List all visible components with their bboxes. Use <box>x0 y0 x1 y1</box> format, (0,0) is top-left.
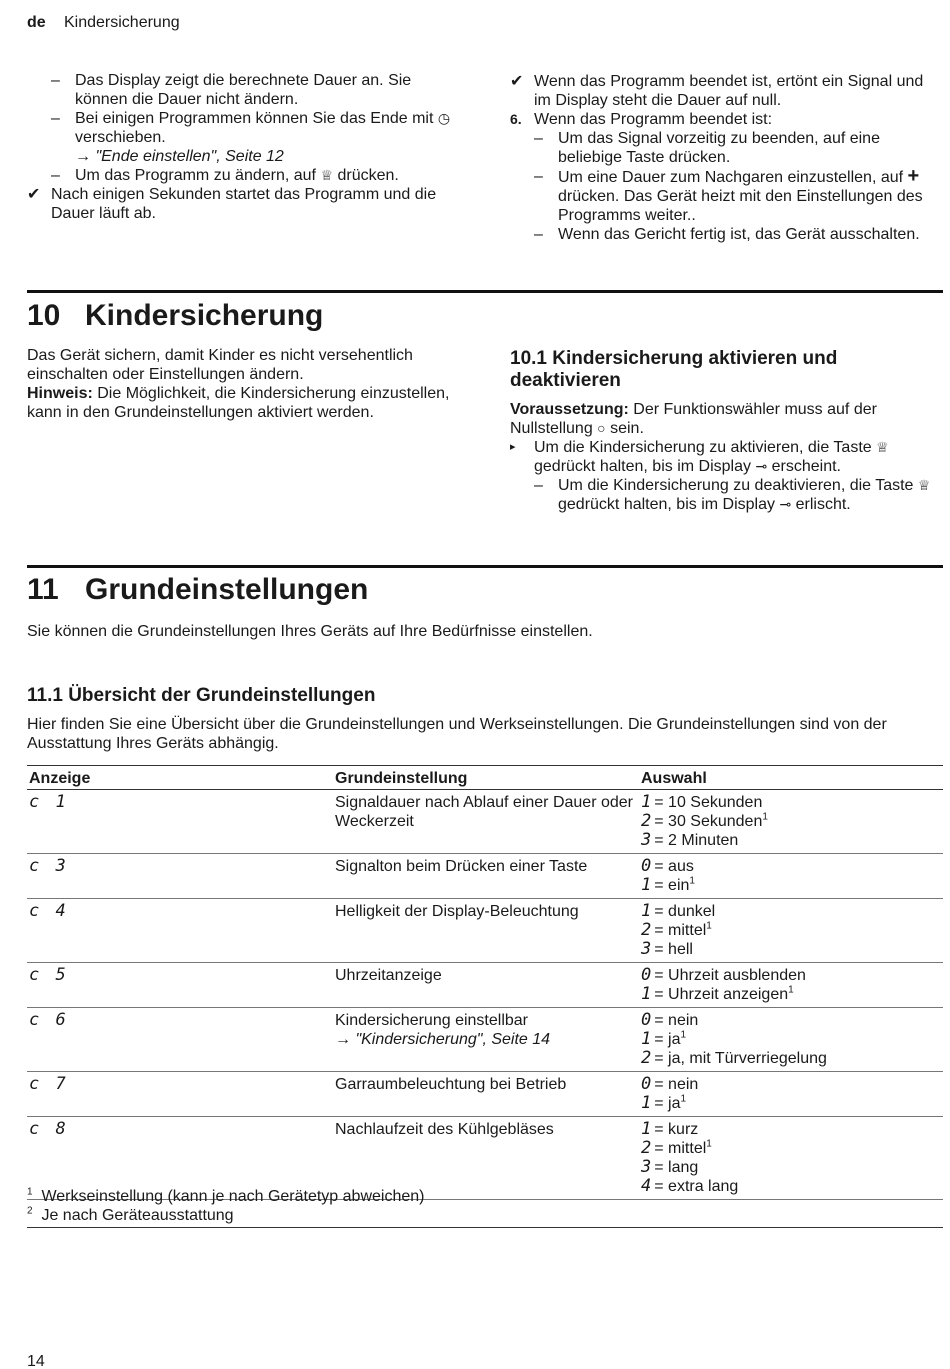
option-line <box>641 1120 943 1139</box>
requirement-text: sein. <box>610 420 644 437</box>
options-cell <box>639 790 943 854</box>
option-key: 2 <box>641 811 652 831</box>
plus-icon: + <box>907 165 920 187</box>
check-icon: ✔ <box>27 186 41 203</box>
section-10-1 <box>510 348 940 514</box>
display-code-cell <box>27 963 333 1008</box>
step-text: Um die Kindersicherung zu deaktivieren, die Taste <box>558 477 914 494</box>
footnote-ref: 1 <box>689 875 695 887</box>
subsection-heading: 11.1 Übersicht der Grundeinstellungen <box>27 685 376 706</box>
option-value: = nein <box>654 1012 699 1029</box>
setting-cell <box>333 963 639 1008</box>
list-item-text: Wenn das Gericht fertig ist, das Gerät ausschalten. <box>558 226 920 243</box>
display-code: c 3 <box>29 856 69 876</box>
option-value: = mittel <box>654 922 707 939</box>
option-line <box>641 985 943 1004</box>
setting-cell <box>333 790 639 854</box>
setting-text: Signalton beim Drücken einer Taste <box>335 858 588 875</box>
section-11-heading <box>27 573 368 607</box>
option-key: 3 <box>641 939 652 959</box>
footnote <box>27 1206 234 1225</box>
option-value: = extra lang <box>654 1178 739 1195</box>
option-key: 1 <box>641 901 652 921</box>
page-number: 14 <box>27 1353 45 1369</box>
display-code: c 7 <box>29 1074 69 1094</box>
step <box>510 438 940 476</box>
option-key: 0 <box>641 1074 652 1094</box>
list-item <box>51 109 457 166</box>
options-cell <box>639 1117 943 1200</box>
option-value: = dunkel <box>654 903 716 920</box>
table-row <box>27 1008 943 1072</box>
table-row <box>27 899 943 963</box>
options-cell <box>639 899 943 963</box>
setting-cell <box>333 854 639 899</box>
clock-icon: ◷ <box>437 110 451 126</box>
option-line <box>641 1011 943 1030</box>
display-code: c 5 <box>29 965 69 985</box>
option-value: = 30 Sekunden <box>654 813 763 830</box>
list-item-text: Wenn das Programm beendet ist, ertönt ein Signal und im Display steht die Dauer auf null. <box>534 73 924 109</box>
table-header-row <box>27 766 943 790</box>
step <box>534 476 940 514</box>
setting-cell <box>333 899 639 963</box>
option-line <box>641 831 943 850</box>
note-text: Die Möglichkeit, die Kindersicherung einzustellen, kann in den Grundeinstellungen aktiviert werden. <box>27 385 450 421</box>
list-item-text: Nach einigen Sekunden startet das Programm und die Dauer läuft ab. <box>51 186 437 222</box>
section-title: Grundeinstellungen <box>85 573 369 606</box>
list-item <box>510 110 940 129</box>
option-value: = mittel <box>654 1140 707 1157</box>
key-icon: ⊸ <box>779 496 792 512</box>
header-title: Kindersicherung <box>64 14 180 31</box>
subsection-heading: 10.1 Kindersicherung aktivieren und deaktivieren <box>510 348 838 391</box>
paragraph: Das Gerät sichern, damit Kinder es nicht versehentlich einschalten oder Einstellungen ändern. <box>27 347 413 383</box>
option-key: 2 <box>641 920 652 940</box>
table-row <box>27 790 943 854</box>
footnote-text: Je nach Geräteausstattung <box>41 1207 234 1224</box>
list-item <box>534 167 940 225</box>
display-code: c 4 <box>29 901 69 921</box>
settings-table <box>27 765 943 1200</box>
option-key: 2 <box>641 1138 652 1158</box>
dash-marker: – <box>534 168 543 185</box>
list-item <box>27 185 457 223</box>
section-rule <box>27 565 943 568</box>
display-code: c 1 <box>29 792 69 812</box>
option-key: 4 <box>641 1176 652 1196</box>
option-line <box>641 1158 943 1177</box>
footnote-ref: 1 <box>706 1138 712 1150</box>
arrow-icon: → <box>75 148 91 165</box>
dash-marker: – <box>534 477 543 494</box>
list-item-text: Um das Programm zu ändern, auf <box>75 167 316 184</box>
list-item <box>51 71 457 109</box>
list-item-text: drücken. <box>337 167 399 184</box>
option-key: 3 <box>641 830 652 850</box>
check-icon: ✔ <box>510 73 524 90</box>
option-line <box>641 1075 943 1094</box>
paragraph: Hier finden Sie eine Übersicht über die Grundeinstellungen und Werkseinstellungen. Die Grundeinstellungen sind von der Ausstattung Ihres Geräts abhängig. <box>27 716 887 752</box>
requirement <box>510 400 940 438</box>
intro-right <box>510 72 940 244</box>
list-item <box>534 129 940 167</box>
setting-cell <box>333 1072 639 1117</box>
list-item <box>51 166 457 185</box>
section-rule <box>27 290 943 293</box>
option-line <box>641 876 943 895</box>
list-item-text: Wenn das Programm beendet ist: <box>534 111 773 128</box>
option-key: 0 <box>641 965 652 985</box>
option-key: 1 <box>641 792 652 812</box>
column-header: Auswahl <box>639 766 943 790</box>
section-number: 10 <box>27 299 61 332</box>
setting-text: Garraumbeleuchtung bei Betrieb <box>335 1076 567 1093</box>
option-key: 1 <box>641 1093 652 1113</box>
header-language: de <box>27 14 46 31</box>
option-value: = aus <box>654 858 694 875</box>
step-text: Um die Kindersicherung zu aktivieren, die Taste <box>534 439 872 456</box>
program-icon: ♕ <box>876 439 889 455</box>
footnote-ref: 1 <box>680 1093 687 1105</box>
footnote-ref: 1 <box>680 1029 687 1041</box>
dash-marker: – <box>51 110 60 127</box>
option-line <box>641 966 943 985</box>
section-10-body <box>27 346 457 422</box>
option-value: = Uhrzeit ausblenden <box>654 967 806 984</box>
list-item-text: verschieben. <box>75 129 166 146</box>
cross-reference-link[interactable]: "Ende einstellen", Seite 12 <box>95 148 284 165</box>
footnote-ref: 1 <box>706 920 712 932</box>
option-key: 1 <box>641 984 652 1004</box>
setting-text: Signaldauer nach Ablauf einer Dauer oder Weckerzeit <box>335 794 633 830</box>
key-icon: ⊸ <box>755 458 768 474</box>
setting-text: Helligkeit der Display-Beleuchtung <box>335 903 579 920</box>
footnote-text: Werkseinstellung (kann je nach Gerätetyp abweichen) <box>41 1188 425 1205</box>
option-value: = ja, mit Türverriegelung <box>654 1050 827 1067</box>
table-row <box>27 963 943 1008</box>
list-item-text: Das Display zeigt die berechnete Dauer an. Sie können die Dauer nicht ändern. <box>75 72 412 108</box>
list-item <box>534 225 940 244</box>
paragraph: Sie können die Grundeinstellungen Ihres Geräts auf Ihre Bedürfnisse einstellen. <box>27 623 593 640</box>
cross-reference-link[interactable]: "Kindersicherung", Seite 14 <box>355 1031 551 1048</box>
section-number: 11 <box>27 573 59 606</box>
option-value: = Uhrzeit anzeigen <box>654 986 789 1003</box>
option-key: 1 <box>641 1119 652 1139</box>
option-value: = kurz <box>654 1121 699 1138</box>
options-cell <box>639 1072 943 1117</box>
section-10-heading <box>27 299 323 333</box>
option-line <box>641 921 943 940</box>
note <box>27 384 457 422</box>
step-text: erscheint. <box>771 458 841 475</box>
option-key: 1 <box>641 1029 652 1049</box>
option-line <box>641 1030 943 1049</box>
footnote-number: 1 <box>27 1186 33 1198</box>
option-key: 0 <box>641 856 652 876</box>
option-line <box>641 1139 943 1158</box>
program-icon: ♕ <box>320 167 334 183</box>
column-header: Grundeinstellung <box>333 766 639 790</box>
display-code: c 8 <box>29 1119 69 1139</box>
option-value: = nein <box>654 1076 699 1093</box>
setting-text: Uhrzeitanzeige <box>335 967 442 984</box>
option-line <box>641 1049 943 1068</box>
table-row <box>27 854 943 899</box>
setting-text: Nachlaufzeit des Kühlgebläses <box>335 1121 554 1138</box>
option-key: 3 <box>641 1157 652 1177</box>
options-cell <box>639 1008 943 1072</box>
option-value: = ein <box>654 877 690 894</box>
option-line <box>641 793 943 812</box>
intro-left <box>27 71 457 223</box>
option-line <box>641 940 943 959</box>
option-value: = lang <box>654 1159 699 1176</box>
option-line <box>641 857 943 876</box>
note-label: Hinweis: <box>27 385 93 402</box>
list-item-text: Bei einigen Programmen können Sie das Ende mit <box>75 110 434 127</box>
program-icon: ♕ <box>917 477 931 493</box>
display-code: c 6 <box>29 1010 69 1030</box>
display-code-cell <box>27 1008 333 1072</box>
step-text: gedrückt halten, bis im Display <box>558 496 775 513</box>
requirement-label: Voraussetzung: <box>510 401 629 418</box>
dash-marker: – <box>534 130 543 147</box>
column-header: Anzeige <box>27 766 333 790</box>
option-line <box>641 812 943 831</box>
option-line <box>641 1177 943 1196</box>
step-number: 6. <box>510 111 522 127</box>
dash-marker: – <box>51 72 60 89</box>
footnote-ref: 1 <box>762 811 768 823</box>
requirement-text: Der Funktionswähler muss auf der Nullstellung <box>510 401 877 437</box>
option-key: 2 <box>641 1048 652 1068</box>
step-marker-icon: ▸ <box>510 441 516 453</box>
dash-marker: – <box>534 226 543 243</box>
option-value: = ja <box>654 1095 681 1112</box>
list-item-text: Um das Signal vorzeitig zu beenden, auf eine beliebige Taste drücken. <box>558 130 880 166</box>
display-code-cell <box>27 790 333 854</box>
option-key: 0 <box>641 1010 652 1030</box>
options-cell <box>639 854 943 899</box>
display-code-cell <box>27 899 333 963</box>
option-key: 1 <box>641 875 652 895</box>
display-code-cell <box>27 854 333 899</box>
option-line <box>641 902 943 921</box>
footnote-rule <box>27 1227 943 1228</box>
step-text: erlischt. <box>795 496 851 513</box>
list-item <box>510 72 940 110</box>
options-cell <box>639 963 943 1008</box>
table-row <box>27 1072 943 1117</box>
option-value: = hell <box>654 941 693 958</box>
arrow-icon: → <box>335 1031 351 1048</box>
option-value: = ja <box>654 1031 681 1048</box>
list-item-text: Um eine Dauer zum Nachgaren einzustellen, auf <box>558 169 904 186</box>
dash-marker: – <box>51 167 60 184</box>
section-title: Kindersicherung <box>85 299 324 332</box>
footnote <box>27 1187 424 1206</box>
step-text: gedrückt halten, bis im Display <box>534 458 751 475</box>
display-code-cell <box>27 1072 333 1117</box>
list-item-text: drücken. Das Gerät heizt mit den Einstellungen des Programms weiter.. <box>558 188 923 224</box>
option-value: = 2 Minuten <box>654 832 739 849</box>
footnote-ref: 1 <box>788 984 794 996</box>
setting-cell <box>333 1008 639 1072</box>
footnote-number: 2 <box>27 1205 33 1217</box>
option-line <box>641 1094 943 1113</box>
zero-position-icon: ○ <box>597 420 606 436</box>
setting-text: Kindersicherung einstellbar <box>335 1012 528 1029</box>
option-value: = 10 Sekunden <box>654 794 763 811</box>
